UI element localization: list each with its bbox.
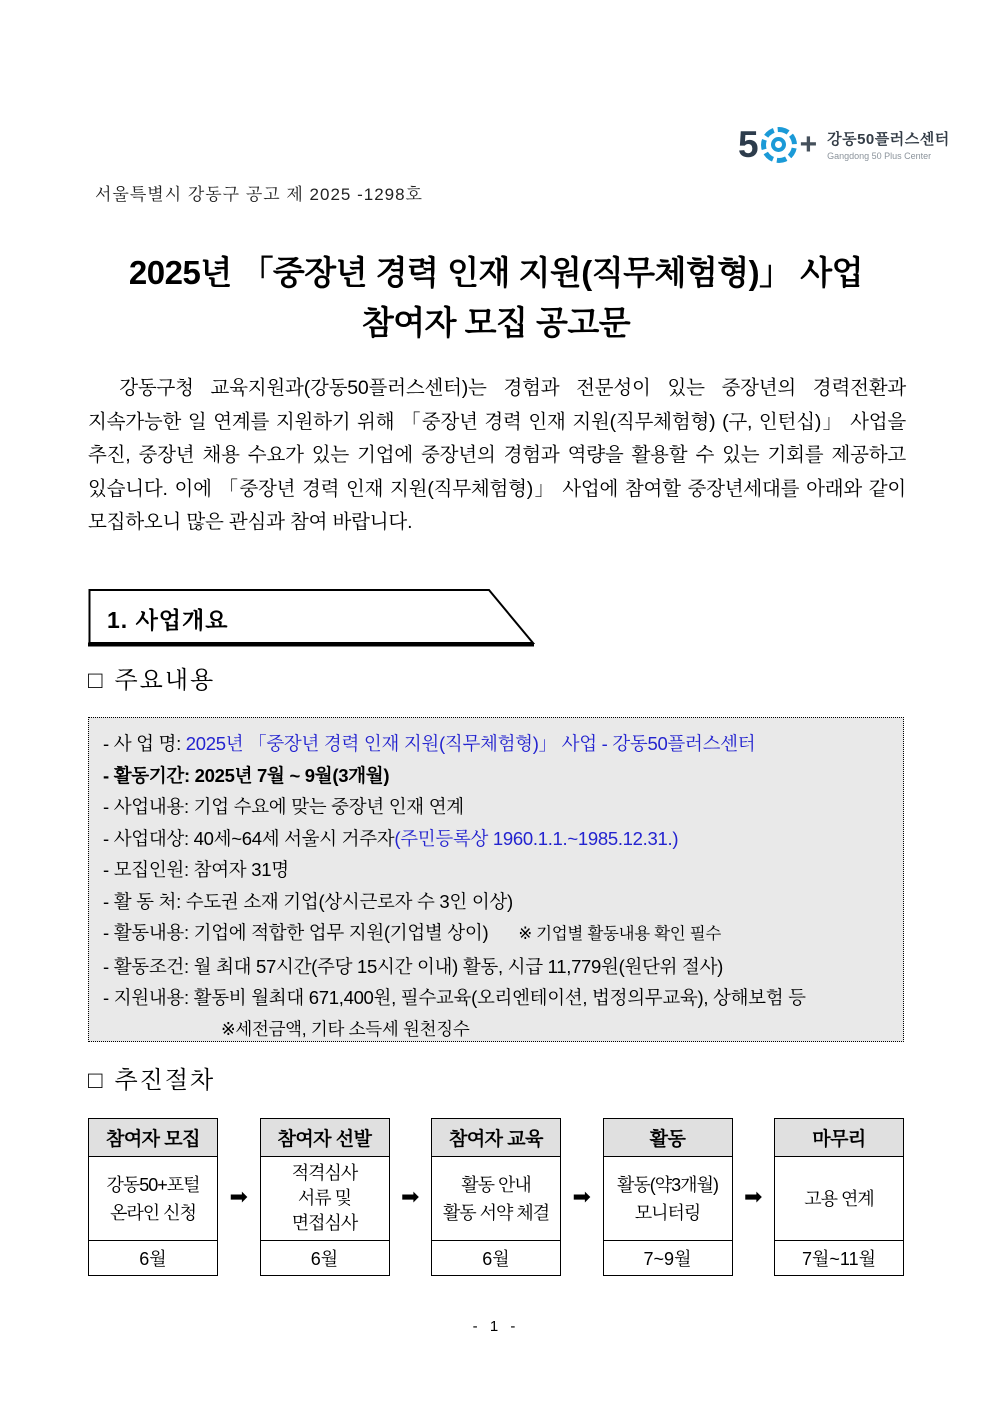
overview-item-project-name bbox=[103, 728, 891, 760]
logo-ring-icon bbox=[761, 127, 797, 163]
flow-step-period: 7~9월 bbox=[604, 1240, 732, 1275]
flow-step-recruit bbox=[88, 1118, 218, 1276]
logo-name-english: Gangdong 50 Plus Center bbox=[827, 151, 932, 161]
subheading-process-label: 추진절차 bbox=[114, 1068, 216, 1094]
section1-heading: 1. 사업개요 bbox=[107, 607, 229, 633]
flow-step-body-line: 적격심사 bbox=[291, 1163, 358, 1183]
overview-item-period bbox=[103, 760, 891, 792]
flow-step-body-line: 온라인 신청 bbox=[110, 1202, 196, 1223]
logo-plus-glyph: + bbox=[799, 127, 818, 161]
gangdong-50plus-logo bbox=[738, 126, 950, 163]
flow-step-period: 7월~11월 bbox=[775, 1240, 903, 1275]
flow-step-title: 참여자 모집 bbox=[89, 1119, 217, 1157]
flow-step-period: 6월 bbox=[261, 1240, 389, 1275]
intro-paragraph: 강동구청 교육지원과(강동50플러스센터)는 경험과 전문성이 있는 중장년의 경력전환과 지속가능한 일 연계를 지원하기 위해 「중장년 경력 인재 지원(직무체험형) (구, 인턴십)」 사업을 추진, 중장년 채용 수요가 있는 기업에 중장년의 경험과 역량을 활용할 수 있는 기회를 제공하고 있습니다. 이에 「중장년 경력 인재 지원(직무체험형)」 사업에 참여할 중장년세대를 아래와 같이 모집하오니 많은 관심과 참여 바랍니다. bbox=[88, 377, 906, 533]
overview-item-label: - 사업내용: 기업 수요에 맞는 중장년 인재 연계 bbox=[103, 796, 464, 817]
flow-step-activity bbox=[603, 1118, 733, 1276]
overview-item-headcount bbox=[103, 854, 891, 886]
flow-step-body bbox=[775, 1157, 903, 1240]
section1-banner bbox=[88, 588, 550, 648]
overview-item-label: - 모집인원: 참여자 31명 bbox=[103, 859, 289, 880]
document-title-line1: 2025년 「중장년 경력 인재 지원(직무체험형)」 사업 bbox=[128, 254, 864, 291]
flow-step-body-line: 면접심사 bbox=[291, 1213, 358, 1233]
right-arrow-icon: ➡ bbox=[572, 1184, 591, 1209]
flow-step-title: 마무리 bbox=[775, 1119, 903, 1157]
overview-item-note: ※ 기업별 활동내용 확인 필수 bbox=[518, 925, 722, 943]
right-arrow-icon: ➡ bbox=[229, 1184, 248, 1209]
overview-item-conditions bbox=[103, 951, 891, 983]
notice-number: 서울특별시 강동구 공고 제 2025 -1298호 bbox=[95, 185, 423, 204]
flow-step-body-line: 활동 서약 체결 bbox=[442, 1202, 550, 1223]
right-arrow-icon: ➡ bbox=[401, 1184, 420, 1209]
flow-step-body-line: 서류 및 bbox=[297, 1188, 352, 1208]
right-arrow-icon: ➡ bbox=[744, 1184, 763, 1209]
document-title-line2: 참여자 모집 공고문 bbox=[361, 304, 631, 341]
overview-item-value-blue: 2025년 「중장년 경력 인재 지원(직무체험형)」 사업 - 강동50플러스센터 bbox=[185, 733, 756, 754]
flow-step-title: 활동 bbox=[604, 1119, 732, 1157]
overview-item-label: ※세전금액, 기타 소득세 원천징수 bbox=[221, 1018, 470, 1039]
overview-item-value-blue: (주민등록상 1960.1.1.~1985.12.31.) bbox=[394, 827, 679, 849]
flow-step-finish bbox=[774, 1118, 904, 1276]
overview-item-content bbox=[103, 791, 891, 823]
overview-item-support bbox=[103, 982, 891, 1014]
50plus-logo-icon bbox=[738, 126, 817, 163]
overview-box bbox=[88, 717, 904, 1042]
subheading-main-content bbox=[88, 660, 215, 695]
flow-step-body bbox=[432, 1157, 560, 1240]
flow-step-body-line: 활동 안내 bbox=[461, 1174, 531, 1195]
document-title bbox=[0, 248, 992, 348]
overview-item-label: - 활동내용: 기업에 적합한 업무 지원(기업별 상이) bbox=[103, 922, 489, 943]
overview-item-label: - 지원내용: 활동비 월최대 671,400원, 필수교육(오리엔테이션, 법정의무교육), 상해보험 등 bbox=[103, 987, 806, 1008]
overview-item-label: - 활동기간: 2025년 7월 ~ 9월(3개월) bbox=[103, 764, 390, 786]
flow-step-body-line: 모니터링 bbox=[634, 1202, 701, 1223]
flow-step-body bbox=[604, 1157, 732, 1240]
subheading-main-content-label: 주요내용 bbox=[114, 668, 216, 694]
flow-step-body-line: 활동(약3개월) bbox=[617, 1174, 718, 1195]
overview-item-target bbox=[103, 823, 891, 855]
square-bullet-icon: □ bbox=[88, 667, 105, 694]
logo-ring-inner-icon bbox=[771, 137, 786, 152]
flow-step-title: 참여자 선발 bbox=[261, 1119, 389, 1157]
process-flow-diagram bbox=[88, 1118, 904, 1276]
logo-five-glyph: 5 bbox=[738, 124, 759, 165]
overview-item-workplace bbox=[103, 886, 891, 918]
logo-name-korean: 강동50플러스센터 bbox=[827, 131, 950, 148]
flow-step-education bbox=[431, 1118, 561, 1276]
flow-step-period: 6월 bbox=[432, 1240, 560, 1275]
overview-item-label: - 활동조건: 월 최대 57시간(주당 15시간 이내) 활동, 시급 11,779원(원단위 절사) bbox=[103, 955, 724, 977]
overview-item-label: - 사 업 명: bbox=[103, 733, 186, 754]
overview-item-label: - 활 동 처: 수도권 소재 기업(상시근로자 수 3인 이상) bbox=[103, 890, 513, 912]
flow-step-period: 6월 bbox=[89, 1240, 217, 1275]
flow-step-selection bbox=[260, 1118, 390, 1276]
logo-text bbox=[827, 128, 950, 161]
page-number: - 1 - bbox=[472, 1318, 520, 1335]
flow-step-body-line: 고용 연계 bbox=[804, 1188, 874, 1209]
flow-step-body bbox=[261, 1157, 389, 1240]
square-bullet-icon: □ bbox=[88, 1067, 105, 1094]
flow-step-body-line: 강동50+포털 bbox=[106, 1174, 200, 1195]
overview-item-label: - 사업대상: 40세~64세 서울시 거주자 bbox=[103, 827, 395, 849]
subheading-process bbox=[88, 1060, 215, 1095]
flow-step-title: 참여자 교육 bbox=[432, 1119, 560, 1157]
overview-item-activity bbox=[103, 917, 891, 951]
flow-step-body bbox=[89, 1157, 217, 1240]
overview-item-tax-note bbox=[103, 1014, 891, 1046]
